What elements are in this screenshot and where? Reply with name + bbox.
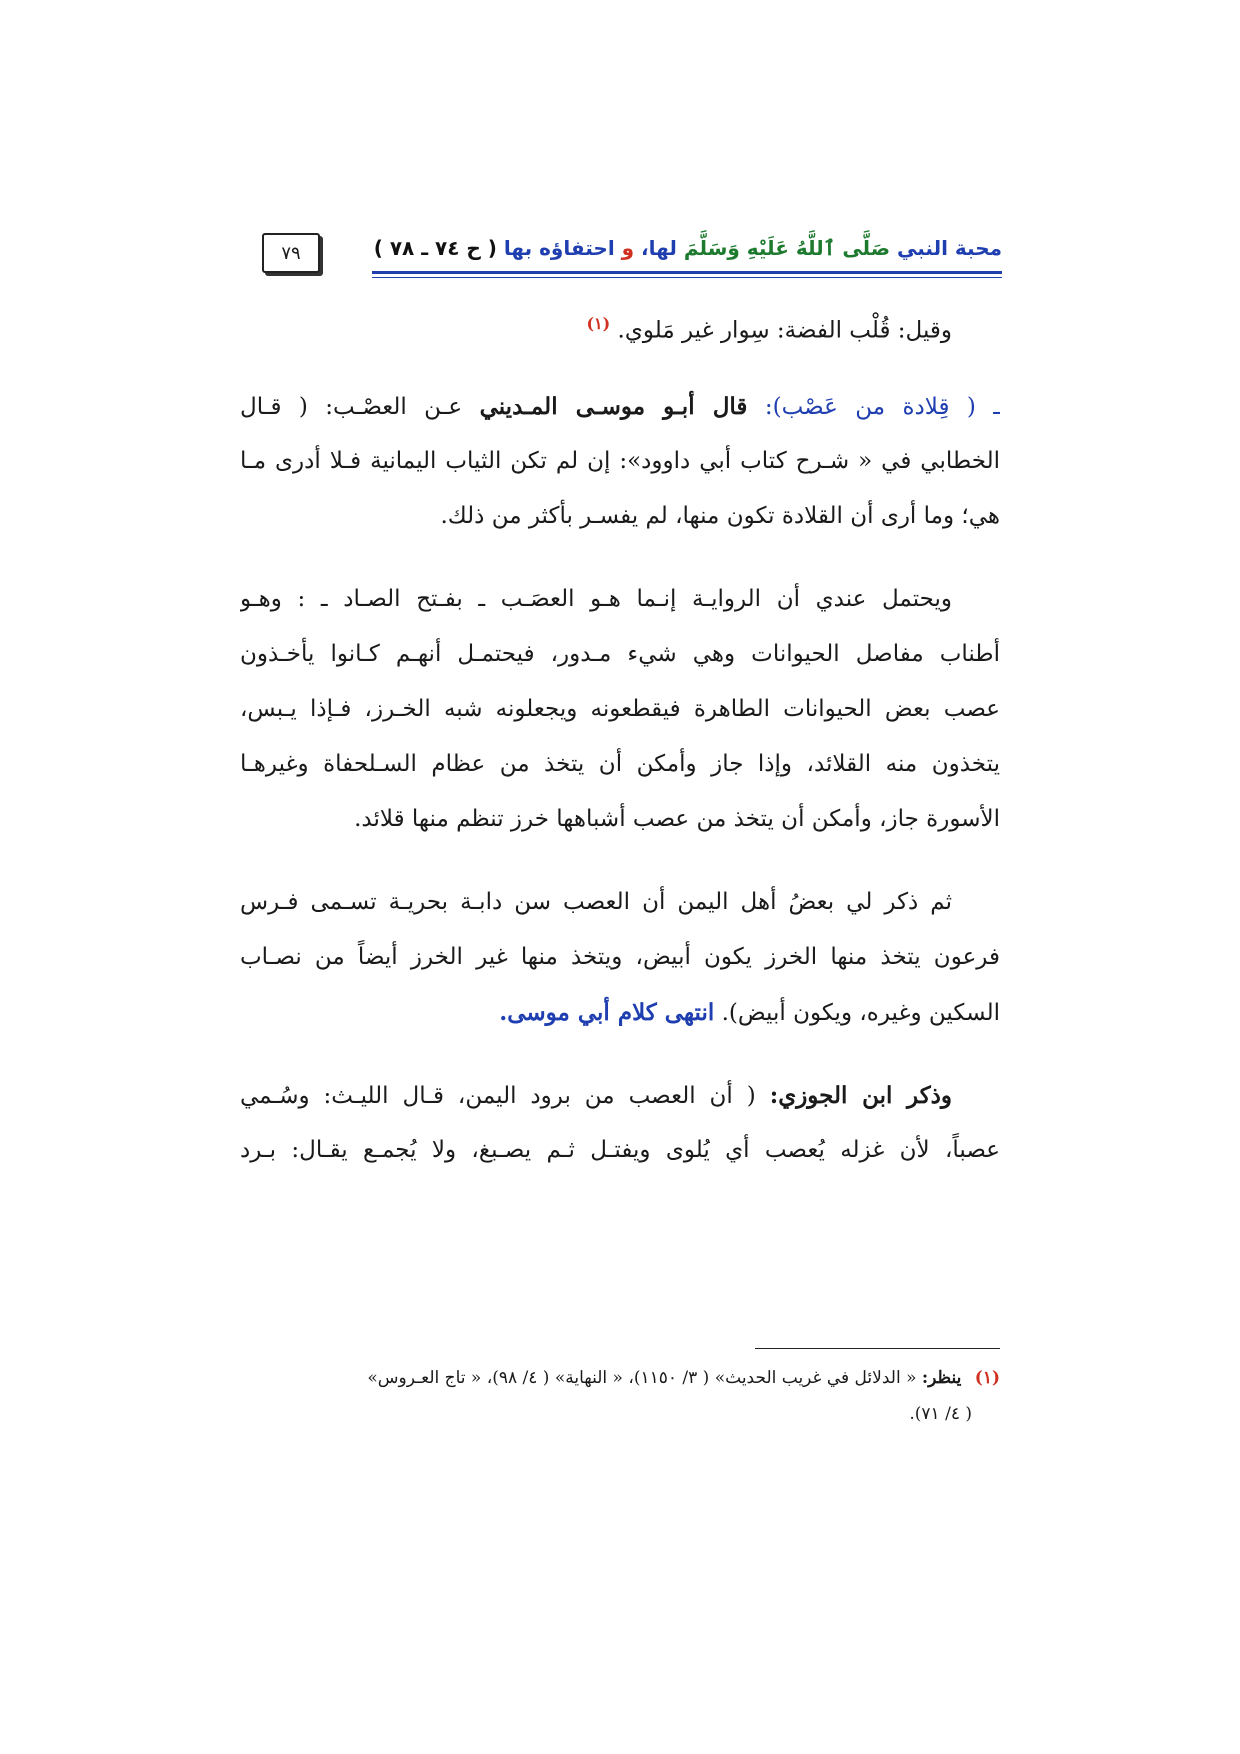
text-line: هي؛ وما أرى أن القلادة تكون منها، لم يفسـر بأكثر من ذلك.	[440, 503, 1000, 529]
header-title-part: احتفاؤه بها	[503, 236, 615, 260]
line-text: السكين وغيره، ويكون أبيض).	[721, 1000, 1000, 1026]
footnote-separator	[755, 1348, 1000, 1349]
line-text: عـن العصْـب: ( قـال	[240, 394, 463, 420]
header-rule	[372, 271, 1002, 274]
quote-end-note: انتهى كلام أبي موسى.	[499, 999, 715, 1026]
header-hadith-range: ( ح ٧٤ ـ ٧٨ )	[373, 236, 497, 260]
page-number	[262, 233, 320, 273]
text-line	[240, 296, 1000, 351]
body-text	[240, 296, 1000, 1178]
footnote-text: « الدلائل في غريب الحديث» ( ٣/ ١١٥٠)، « النهاية» ( ٤/ ٩٨)، « تاج العـروس»	[367, 1368, 917, 1388]
text-line	[240, 985, 1000, 1040]
header-conjunction: و	[621, 236, 635, 260]
line-text: وقيل: قُلْب الفضة: سِوار غير مَلوي.	[617, 317, 952, 344]
text-line	[240, 1068, 1000, 1123]
footnote-label: ينظر:	[921, 1368, 962, 1388]
footnote	[240, 1360, 1000, 1432]
running-header	[362, 236, 1002, 260]
text-line: الأسورة جاز، وأمكن أن يتخذ من عصب أشباهها خرز تنظم منها قلائد.	[354, 806, 1000, 832]
header-title-part: محبة النبي	[897, 236, 1002, 260]
footnote-line	[240, 1360, 1000, 1396]
text-line: فرعون يتخذ منها الخرز يكون أبيض، ويتخذ منها غير الخرز أيضاً من نصـاب	[240, 944, 1000, 970]
text-line: الخطابي في « شـرح كتاب أبي داوود»: إن لم تكن الثياب اليمانية فـلا أدرى مـا	[240, 448, 1000, 474]
text-line	[240, 379, 1000, 434]
header-title-part: لها،	[641, 236, 677, 260]
page-number-text: ٧٩	[281, 242, 301, 264]
text-line: أطناب مفاصل الحيوانات وهي شيء مـدور، فيحتمـل أنهـم كـانوا يأخـذون	[240, 641, 1000, 667]
footnote-line: ( ٤/ ٧١).	[909, 1404, 972, 1424]
text-line: يتخذون منه القلائد، وإذا جاز وأمكن أن يتخذ من عظام السـلحفاة وغيرهـا	[240, 751, 1000, 777]
footnote-reference[interactable]: (١)	[586, 314, 611, 333]
text-line: عصباً، لأن غزله يُعصب أي يُلوى ويفتـل ثـم يصـبغ، ولا يُجمـع يقـال: بـرد	[240, 1137, 1000, 1163]
text-line: ويحتمل عندي أن الروايـة إنـما هـو العصَـب ـ بفـتح الصـاد ـ : وهـو	[240, 586, 952, 612]
text-line: ثم ذكر لي بعضُ أهل اليمن أن العصب سن دابـة بحريـة تسـمى فـرس	[240, 889, 952, 915]
footnote-number: (١)	[974, 1368, 1000, 1388]
line-text: ( أن العصب من برود اليمن، قـال الليـث: وسُـمي	[240, 1083, 756, 1109]
entry-label: ـ ( قِلادة من عَصْب):	[764, 394, 1000, 420]
author-attribution: وذكر ابن الجوزي:	[769, 1082, 953, 1109]
text-line: عصب بعض الحيوانات الطاهرة فيقطعونه ويجعلونه شبه الخـرز، فـإذا يـبس،	[240, 696, 1000, 722]
header-honorific: صَلَّى ٱللَّهُ عَلَيْهِ وَسَلَّمَ	[683, 236, 891, 260]
author-attribution: قال أبـو موسـى المـديني	[479, 393, 748, 420]
header-rule-thin	[372, 277, 1002, 278]
